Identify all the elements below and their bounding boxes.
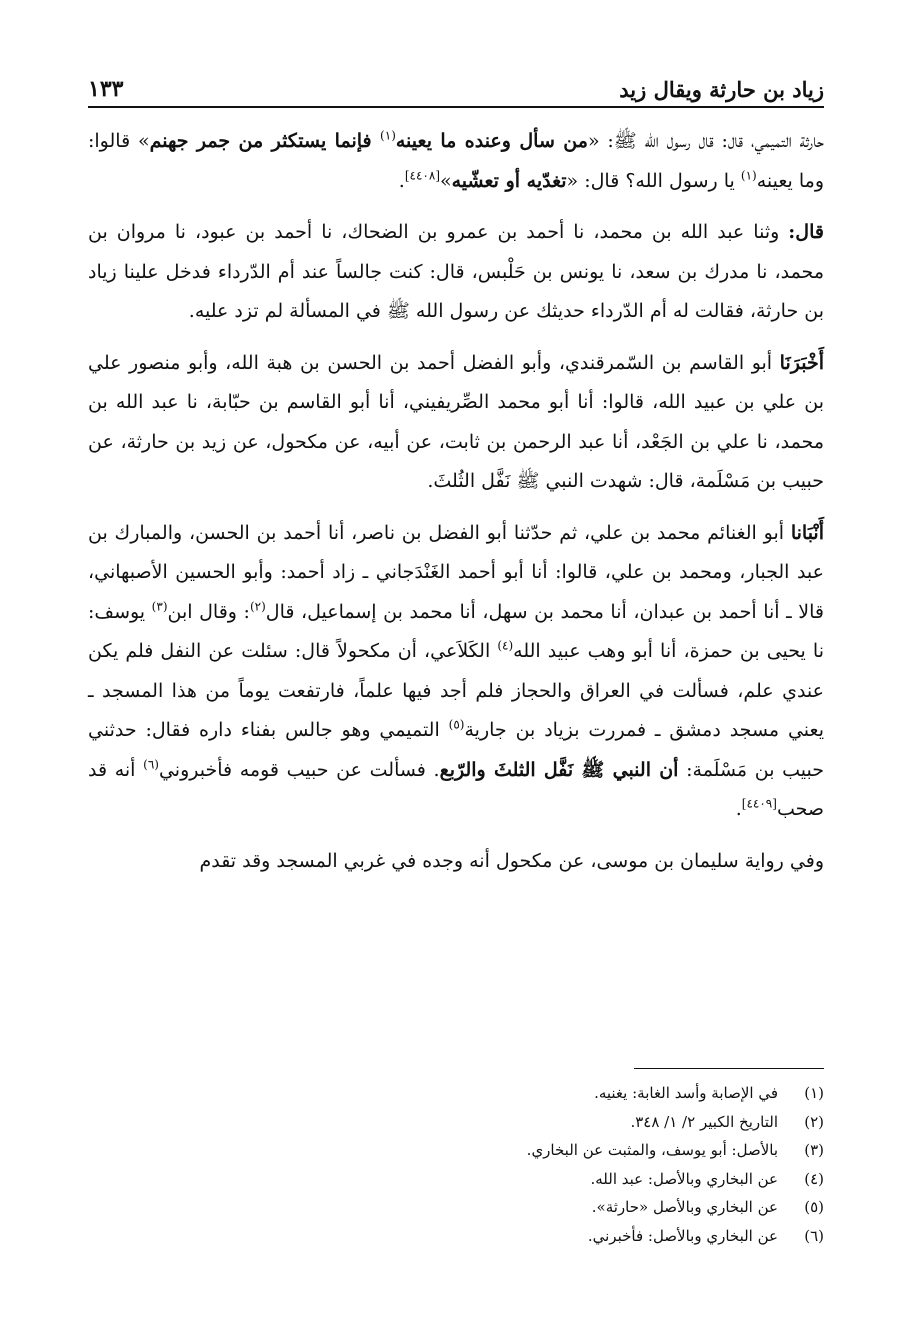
- footnote-ref: [٤٤٠٨]: [404, 168, 440, 183]
- bold-text: فإنما يستكثر من جمر جهنم: [149, 130, 381, 152]
- page-header: [88, 62, 824, 108]
- text-segment: الكَلاَعي، أن مكحولاً قال: سئلت عن النفل فلم يكن عندي علم، فسألت في العراق والحجاز فلم أجد فيها علماً، فارتفعت يوماً من هذا المسجد ـ يعني مسجد دمشق ـ فمررت بزياد بن جارية: [88, 640, 824, 741]
- running-title: زياد بن حارثة ويقال زيد: [619, 77, 824, 102]
- footnote-number: (٥): [804, 1198, 824, 1216]
- paragraph: [88, 122, 824, 201]
- footnote-number: (٤): [804, 1169, 824, 1188]
- main-text: [88, 122, 824, 893]
- footnote-ref: (٢): [249, 599, 266, 614]
- footnote-number: (٦): [804, 1226, 824, 1245]
- footnote-ref: (٥): [448, 717, 465, 732]
- footnote-ref: (١): [380, 128, 396, 143]
- text-segment: يا رسول الله؟ قال: «: [566, 169, 741, 192]
- paragraph: [88, 344, 824, 502]
- footnote: [88, 1165, 824, 1194]
- bold-text: تغدّيه أو تعشّيه: [451, 169, 567, 192]
- footnote-ref: (٤): [497, 638, 514, 653]
- footnote-text: عن البخاري وبالأصل: عبد الله.: [590, 1169, 778, 1188]
- footnote-text: التاريخ الكبير ٢/ ١/ ٣٤٨.: [630, 1112, 778, 1131]
- footnote: [88, 1108, 824, 1137]
- footnote-text: في الإصابة وأسد الغابة: يغنيه.: [594, 1084, 778, 1102]
- bold-text: قال:: [788, 221, 824, 243]
- bold-text: من سأل وعنده ما يعينه: [395, 130, 588, 152]
- footnote: [88, 1193, 824, 1222]
- text-segment: التميمي وهو جالس بفناء داره فقال: حدثني حبيب بن مَسْلَمة:: [88, 719, 825, 781]
- text-segment: .: [398, 169, 405, 192]
- paragraph: [88, 842, 824, 882]
- paragraph: [88, 514, 824, 830]
- text-segment: أنه قد صحب: [88, 758, 824, 820]
- footnote-number: (٣): [804, 1141, 824, 1159]
- footnote-separator: [634, 1068, 824, 1069]
- bold-text: أَخْبَرَنَا: [779, 351, 824, 374]
- footnote: [88, 1136, 824, 1165]
- footnote-list: [88, 1079, 824, 1250]
- bold-text: أَنْبَانا: [790, 521, 824, 544]
- bold-text: أن النبي ﷺ نَفَّل الثلثَ والرّبع: [439, 758, 679, 781]
- footnote: [88, 1079, 824, 1108]
- footnotes: [88, 1068, 824, 1250]
- text-segment: .: [735, 798, 742, 820]
- text-segment: »: [440, 169, 452, 192]
- text-segment: وثنا عبد الله بن محمد، نا أحمد بن عمرو بن الضحاك، نا أحمد بن عبود، نا مروان بن محمد، نا مدرك بن سعد، نا يونس بن حَلْبس، قال: كنت جالساً عند أم الدّرداء فدخل علينا زياد بن حارثة، فقالت له أم الدّرداء حديثك عن رسول الله ﷺ في المسألة لم تزد عليه.: [88, 221, 824, 322]
- paragraph: [88, 213, 824, 332]
- text-segment: أبو الغنائم محمد بن علي، ثم حدّثنا أبو الفضل بن ناصر، أنا أحمد بن الحسن، والمبارك بن عبد الجبار، ومحمد بن علي، قالوا: أنا أبو أحمد الغَنْدَجاني ـ زاد أحمد: وأبو الحسين الأصبهاني، قالا ـ أنا أحمد بن عبدان، أنا محمد بن سهل، أنا محمد بن إسماعيل، قال: [88, 521, 824, 623]
- footnote: [88, 1222, 824, 1251]
- footnote-text: عن البخاري وبالأصل «حارثة».: [591, 1198, 778, 1216]
- text-segment: : وقال ابن: [167, 600, 250, 623]
- footnote-number: (٢): [804, 1112, 824, 1131]
- text-segment: أبو القاسم بن السّمرقندي، وأبو الفضل أحمد بن الحسن بن هبة الله، وأبو منصور علي بن علي بن عبيد الله، قالوا: أنا أبو محمد الصِّريفيني، أنا أبو القاسم بن حبّابة، نا عبد الله بن محمد، نا علي بن الجَعْد، أنا عبد الرحمن بن ثابت، عن أبيه، عن مكحول، عن زيد بن حارثة، عن حبيب بن مَسْلَمة، قال: شهدت النبي ﷺ نَفَّل الثُلثَ.: [88, 351, 824, 492]
- footnote-text: عن البخاري وبالأصل: فأخبرني.: [587, 1226, 778, 1245]
- footnote-ref: [٤٤٠٩]: [741, 796, 777, 811]
- text-segment: حارثة التميمي، قال: قال رسول الله ﷺ: «: [587, 130, 824, 152]
- footnote-ref: (٦): [143, 757, 159, 772]
- footnote-ref: (٣): [151, 599, 168, 614]
- text-segment: يوسف: نا يحيى بن حمزة، أنا أبو وهب عبيد الله: [88, 600, 824, 662]
- footnote-text: بالأصل: أبو يوسف، والمثبت عن البخاري.: [526, 1141, 778, 1159]
- footnote-number: (١): [804, 1084, 824, 1102]
- page-number: ١٣٣: [88, 76, 124, 102]
- text-segment: . فسألت عن حبيب قومه فأخبروني: [158, 758, 440, 781]
- text-segment: » قالوا: وما يعينه: [88, 130, 824, 192]
- footnote-ref: (١): [740, 168, 757, 183]
- text-segment: وفي رواية سليمان بن موسى، عن مكحول أنه وجده في غربي المسجد وقد تقدم: [199, 849, 824, 872]
